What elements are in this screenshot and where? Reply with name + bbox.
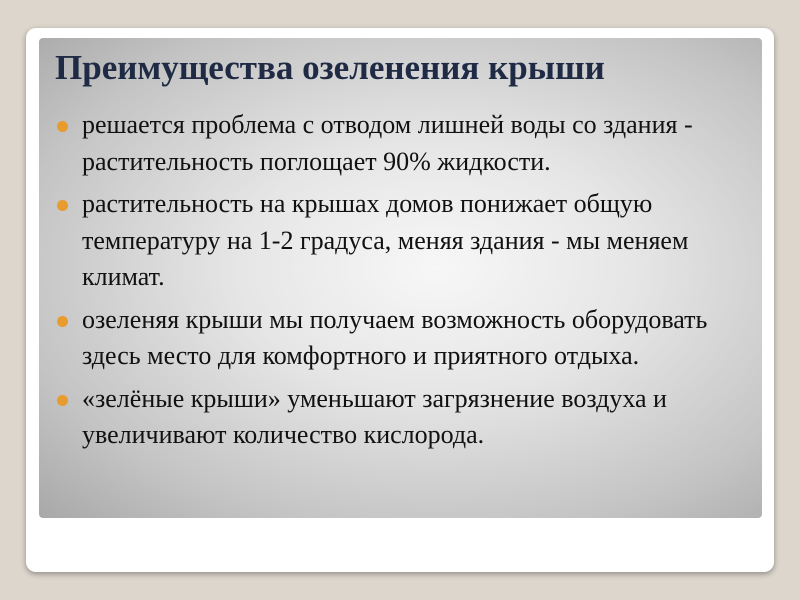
- bullet-dot-icon: [57, 395, 68, 406]
- bullet-dot-icon: [57, 316, 68, 327]
- bullet-dot-icon: [57, 200, 68, 211]
- bullet-item: [57, 107, 747, 180]
- bullet-list: [57, 107, 747, 460]
- slide-title: Преимущества озеленения крыши: [55, 48, 605, 87]
- bullet-text: решается проблема с отводом лишней воды со здания - растительность поглощает 90% жидкости.: [82, 110, 693, 176]
- bullet-item: [57, 186, 747, 296]
- bullet-dot-icon: [57, 121, 68, 132]
- bullet-text: «зелёные крыши» уменьшают загрязнение воздуха и увеличивают количество кислорода.: [82, 383, 667, 449]
- bullet-text: растительность на крышах домов понижает общую температуру на 1-2 градуса, меняя здания - мы меняем климат.: [82, 189, 689, 291]
- bullet-item: [57, 302, 747, 375]
- bullet-item: [57, 381, 747, 454]
- bullet-text: озеленяя крыши мы получаем возможность оборудовать здесь место для комфортного и приятного отдыха.: [82, 304, 708, 370]
